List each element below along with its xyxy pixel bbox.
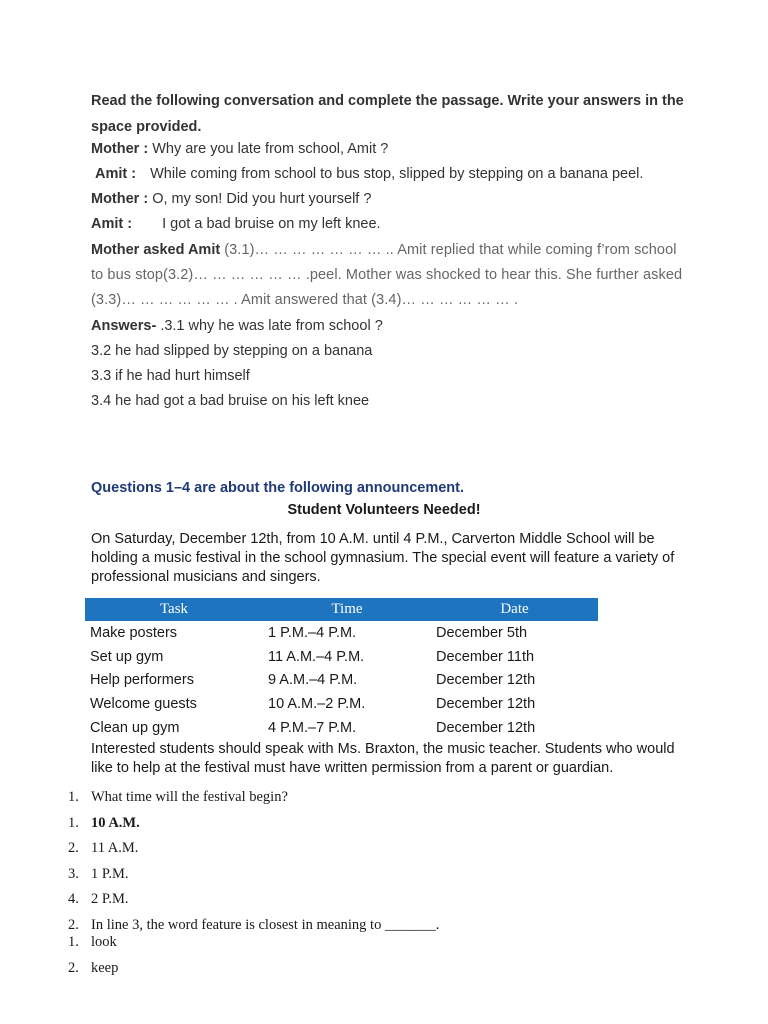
table-cell-time: 4 P.M.–7 P.M. xyxy=(268,720,357,737)
answer-line-1 xyxy=(91,316,383,336)
announcement-title: Student Volunteers Needed! xyxy=(287,502,481,518)
answer-line-3: 3.3 if he had hurt himself xyxy=(91,368,250,384)
table-header-row xyxy=(85,598,598,621)
volunteer-task-table xyxy=(85,598,598,740)
table-cell-date: December 12th xyxy=(436,672,536,689)
passage-text: (3.1)… … … … … … … .. Amit replied that while coming f’rom school xyxy=(224,242,677,258)
option-text: 2 P.M. xyxy=(91,891,129,907)
table-cell-time: 1 P.M.–4 P.M. xyxy=(268,624,357,641)
question-number: 2. xyxy=(68,917,79,933)
table-cell-task: Set up gym xyxy=(90,648,164,665)
speaker-label: Mother : xyxy=(91,191,149,207)
dialogue-line-4 xyxy=(91,214,381,234)
table-row xyxy=(85,621,598,645)
dialogue-text: Why are you late from school, Amit ? xyxy=(152,141,389,157)
passage-lead: Mother asked Amit xyxy=(91,242,221,258)
question-1-option-2 xyxy=(0,840,768,860)
table-row xyxy=(85,669,598,693)
option-text: 1 P.M. xyxy=(91,866,129,882)
table-cell-time: 11 A.M.–4 P.M. xyxy=(268,648,365,665)
table-cell-task: Welcome guests xyxy=(90,696,197,713)
question-text: In line 3, the word feature is closest in meaning to _______. xyxy=(91,917,440,933)
answer-line-4: 3.4 he had got a bad bruise on his left knee xyxy=(91,393,370,409)
answer-text: .3.1 why he was late from school ? xyxy=(160,318,383,334)
table-cell-time: 10 A.M.–2 P.M. xyxy=(268,696,366,713)
answer-line-2: 3.2 he had slipped by stepping on a banana xyxy=(91,343,373,359)
speaker-label: Amit : xyxy=(91,216,133,232)
question-1-option-1 xyxy=(0,815,768,835)
table-cell-date: December 11th xyxy=(436,648,535,665)
speaker-label: Mother : xyxy=(91,141,149,157)
table-row xyxy=(85,692,598,716)
dialogue-line-1 xyxy=(91,139,388,159)
question-1-option-3 xyxy=(0,866,768,886)
table-cell-task: Make posters xyxy=(90,624,178,641)
instruction-text: Read the following conversation and complete the passage. Write your answers in the space provided. xyxy=(91,93,684,135)
question-1-option-4 xyxy=(0,891,768,911)
table-header-time: Time xyxy=(263,598,431,621)
table-row xyxy=(85,716,598,740)
table-cell-date: December 12th xyxy=(436,696,536,713)
table-row xyxy=(85,645,598,669)
question-1 xyxy=(0,789,768,809)
option-number: 4. xyxy=(68,891,79,907)
option-text: look xyxy=(91,934,117,950)
question-text: What time will the festival begin? xyxy=(91,789,288,805)
option-number: 1. xyxy=(68,934,79,950)
table-header-date: Date xyxy=(431,598,598,621)
table-cell-task: Help performers xyxy=(90,672,194,689)
passage-line-1 xyxy=(91,240,677,260)
speaker-label: Amit : xyxy=(95,166,137,182)
dialogue-line-2 xyxy=(95,164,643,184)
table-cell-task: Clean up gym xyxy=(90,720,180,737)
questions-heading: Questions 1–4 are about the following announcement. xyxy=(91,480,465,496)
question-2-option-2 xyxy=(0,960,768,980)
option-number: 2. xyxy=(68,840,79,856)
passage-line-3: (3.3)… … … … … … . Amit answered that (3.4)… … … … … … . xyxy=(91,292,518,308)
option-text: 10 A.M. xyxy=(91,815,140,831)
option-number: 2. xyxy=(68,960,79,976)
announcement-intro: On Saturday, December 12th, from 10 A.M. until 4 P.M., Carverton Middle School will be holding a music festival in the school gymnasium. The special event will feature a variety of professional musicians and singers. xyxy=(91,531,675,585)
table-header-task: Task xyxy=(85,598,263,621)
answers-label: Answers- xyxy=(91,318,157,334)
option-number: 1. xyxy=(68,815,79,831)
question-number: 1. xyxy=(68,789,79,805)
table-cell-date: December 12th xyxy=(436,720,536,737)
question-2-option-1 xyxy=(0,934,768,954)
passage-line-2: to bus stop(3.2)… … … … … … .peel. Mother was shocked to hear this. She further asked xyxy=(91,267,683,283)
option-text: keep xyxy=(91,960,119,976)
dialogue-text: O, my son! Did you hurt yourself ? xyxy=(152,191,372,207)
dialogue-line-3 xyxy=(91,189,371,209)
announcement-closing: Interested students should speak with Ms. Braxton, the music teacher. Students who would like to help at the festival must have written permission from a parent or guardian. xyxy=(91,741,675,776)
dialogue-text: While coming from school to bus stop, slipped by stepping on a banana peel. xyxy=(150,166,644,182)
option-number: 3. xyxy=(68,866,79,882)
table-cell-time: 9 A.M.–4 P.M. xyxy=(268,672,358,689)
option-text: 11 A.M. xyxy=(91,840,139,856)
table-cell-date: December 5th xyxy=(436,624,528,641)
dialogue-text: I got a bad bruise on my left knee. xyxy=(162,216,381,232)
